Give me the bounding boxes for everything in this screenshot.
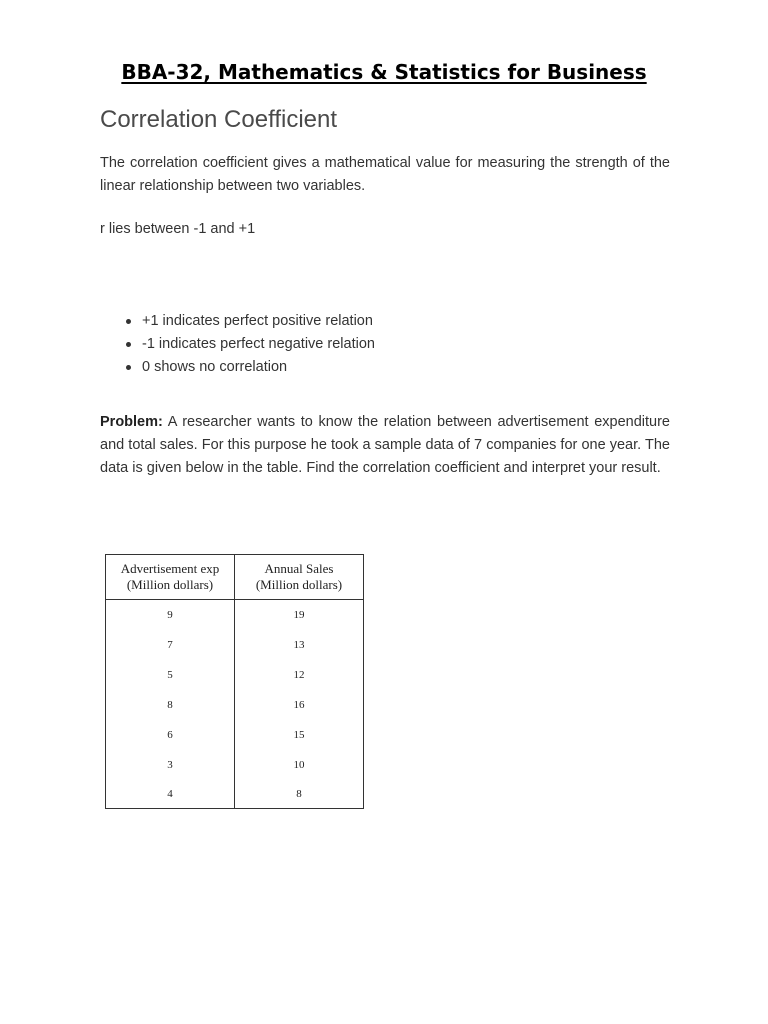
table-cell: 7 bbox=[106, 630, 235, 660]
column-header-line: (Million dollars) bbox=[126, 577, 214, 592]
table-row bbox=[106, 660, 364, 690]
table-row bbox=[106, 780, 364, 809]
table-cell: 12 bbox=[293, 669, 305, 681]
list-item bbox=[126, 356, 375, 379]
column-header-advertisement bbox=[106, 555, 235, 600]
table-cell: 10 bbox=[293, 759, 305, 771]
table-cell: 8 bbox=[106, 690, 235, 720]
column-header-sales bbox=[235, 555, 364, 600]
table-cell: 3 bbox=[106, 750, 235, 780]
bullet-icon bbox=[126, 342, 131, 347]
interpretation-list bbox=[126, 310, 375, 379]
data-table bbox=[105, 554, 364, 809]
problem-label: Problem: bbox=[100, 414, 163, 430]
table-cell: 8 bbox=[296, 788, 302, 800]
table-header-row bbox=[106, 555, 364, 600]
list-item-text: -1 indicates perfect negative relation bbox=[142, 336, 375, 352]
table-cell: 6 bbox=[106, 720, 235, 750]
column-header-line: Annual Sales bbox=[264, 561, 334, 576]
problem-text: A researcher wants to know the relation between advertisement expenditure and total sales. For this purpose he took a sample data of 7 companies for one year. The data is given below in the table. Find the correlation coefficient and interpret your result. bbox=[100, 414, 670, 476]
bullet-icon bbox=[126, 319, 131, 324]
range-statement: r lies between -1 and +1 bbox=[100, 221, 256, 237]
column-header-line: (Million dollars) bbox=[255, 577, 343, 592]
table-row bbox=[106, 630, 364, 660]
column-header-line: Advertisement exp bbox=[120, 561, 220, 576]
table-row bbox=[106, 750, 364, 780]
table-cell: 9 bbox=[106, 600, 235, 631]
table-cell: 19 bbox=[293, 609, 305, 621]
list-item-text: +1 indicates perfect positive relation bbox=[142, 313, 373, 329]
document-header-text: BBA-32, Mathematics & Statistics for Business bbox=[121, 60, 647, 84]
intro-paragraph: The correlation coefficient gives a mathematical value for measuring the strength of the linear relationship between two variables. bbox=[100, 155, 670, 194]
section-title: Correlation Coefficient bbox=[100, 106, 338, 133]
list-item bbox=[126, 333, 375, 356]
list-item-text: 0 shows no correlation bbox=[142, 359, 288, 375]
document-header bbox=[0, 60, 768, 84]
table-cell: 15 bbox=[293, 729, 305, 741]
bullet-icon bbox=[126, 365, 131, 370]
problem-paragraph bbox=[100, 411, 670, 480]
table-cell: 5 bbox=[106, 660, 235, 690]
table-row bbox=[106, 720, 364, 750]
table-cell: 4 bbox=[106, 780, 235, 809]
table-row bbox=[106, 600, 364, 631]
table-cell: 16 bbox=[293, 699, 305, 711]
table-cell: 13 bbox=[293, 639, 305, 651]
table-row bbox=[106, 690, 364, 720]
list-item bbox=[126, 310, 375, 333]
